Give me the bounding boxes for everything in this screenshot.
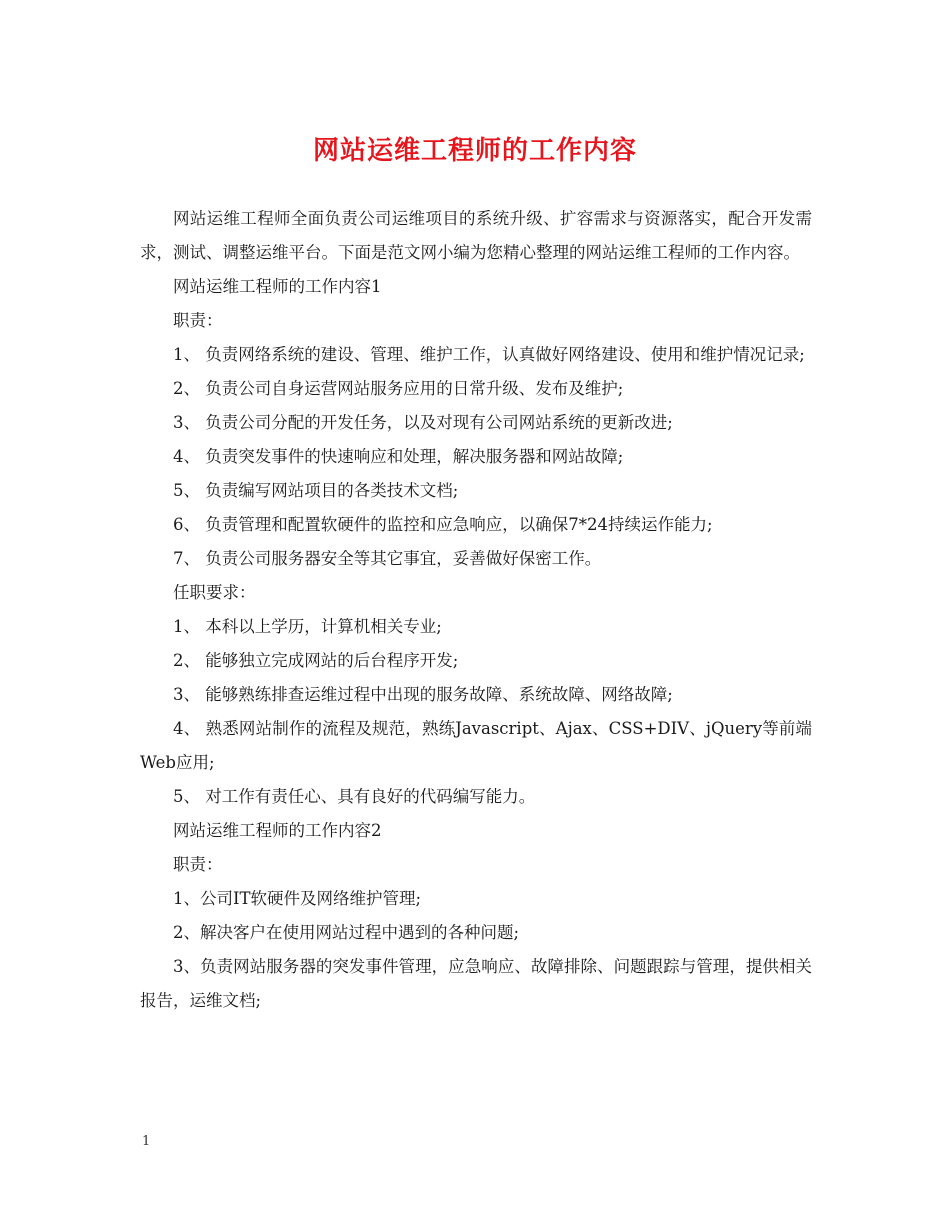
section-heading-2: 网站运维工程师的工作内容2 (173, 821, 382, 840)
duties-label: 职责： (173, 311, 223, 330)
duty-item: 1、 负责网络系统的建设、管理、维护工作，认真做好网络建设、使用和维护情况记录; (173, 345, 805, 364)
duty-item: 4、 负责突发事件的快速响应和处理，解决服务器和网站故障; (173, 447, 624, 466)
requirement-item: 2、 能够独立完成网站的后台程序开发; (173, 651, 459, 670)
requirement-item: 4、 熟悉网站制作的流程及规范，熟练Javascript、Ajax、CSS+DIV、jQuery等前端Web应用; (140, 719, 812, 772)
duty-item: 2、 负责公司自身运营网站服务应用的日常升级、发布及维护; (173, 379, 624, 398)
page-title: 网站运维工程师的工作内容 (312, 136, 637, 166)
duty-item: 3、负责网站服务器的突发事件管理，应急响应、故障排除、问题跟踪与管理，提供相关报告，运维文档; (140, 957, 812, 1010)
duty-item: 5、 负责编写网站项目的各类技术文档; (173, 481, 459, 500)
document-body (140, 202, 812, 1018)
requirements-label: 任职要求： (173, 583, 256, 602)
requirement-item: 3、 能够熟练排查运维过程中出现的服务故障、系统故障、网络故障; (173, 685, 673, 704)
duties-label: 职责： (173, 855, 223, 874)
duty-item: 2、解决客户在使用网站过程中遇到的各种问题; (173, 923, 520, 942)
duty-item: 7、 负责公司服务器安全等其它事宜，妥善做好保密工作。 (173, 549, 602, 568)
duty-item: 1、公司IT软硬件及网络维护管理; (173, 889, 422, 908)
requirement-item: 1、 本科以上学历，计算机相关专业; (173, 617, 442, 636)
page-number: 1 (142, 1134, 151, 1149)
duty-item: 3、 负责公司分配的开发任务，以及对现有公司网站系统的更新改进; (173, 413, 673, 432)
section-heading-1: 网站运维工程师的工作内容1 (173, 277, 382, 296)
intro-paragraph: 网站运维工程师全面负责公司运维项目的系统升级、扩容需求与资源落实，配合开发需求，测试、调整运维平台。下面是范文网小编为您精心整理的网站运维工程师的工作内容。 (140, 209, 812, 262)
duty-item: 6、 负责管理和配置软硬件的监控和应急响应，以确保7*24持续运作能力; (173, 515, 713, 534)
requirement-item: 5、 对工作有责任心、具有良好的代码编写能力。 (173, 787, 536, 806)
